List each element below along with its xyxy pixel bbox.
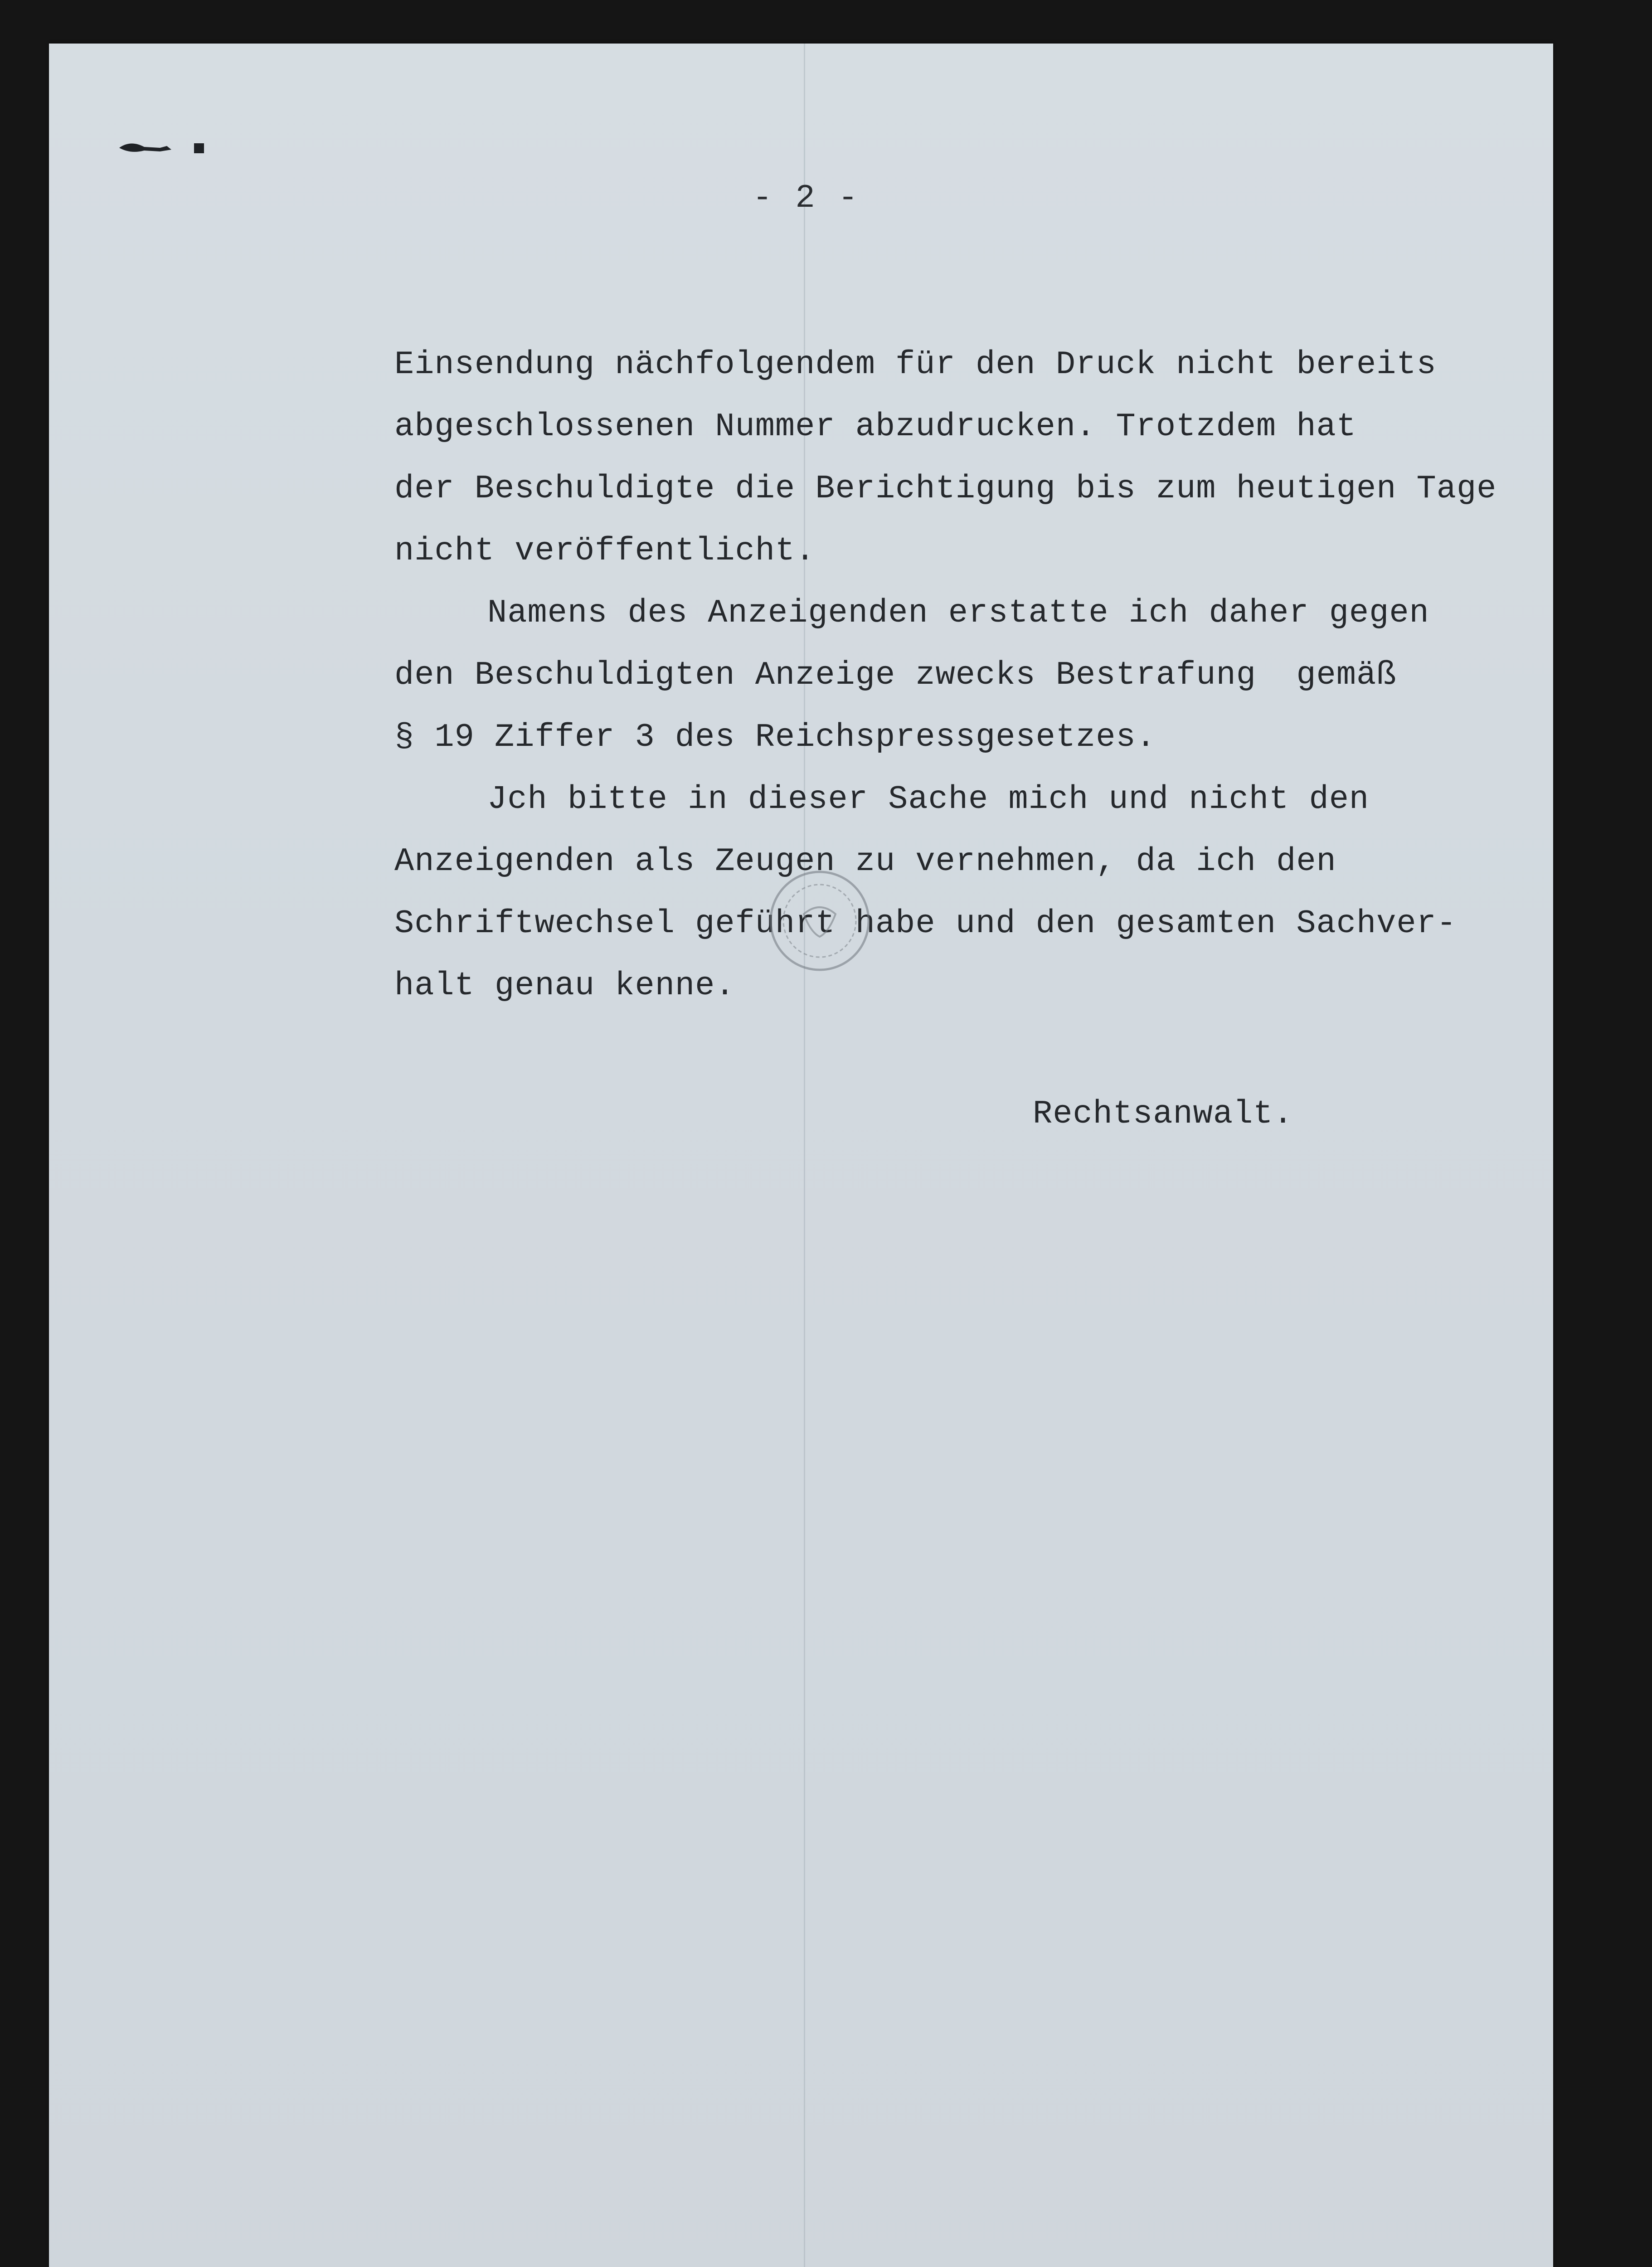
text-line: Einsendung nächfolgendem für den Druck nicht bereits — [394, 346, 1437, 383]
archive-stamp-icon — [765, 864, 874, 978]
paragraph-2 — [394, 582, 1528, 769]
ink-mark-icon — [117, 134, 212, 161]
letter-body — [394, 334, 1528, 1017]
text-line: nicht veröffentlicht. — [394, 532, 816, 569]
text-line: der Beschuldigte die Berichtigung bis zum heutigen Tage — [394, 470, 1497, 507]
document-page — [49, 44, 1553, 2267]
paragraph-3 — [394, 769, 1528, 1017]
page-number: - 2 - — [752, 180, 860, 217]
text-line: § 19 Ziffer 3 des Reichspressgesetzes. — [394, 719, 1156, 756]
text-line: Schriftwechsel geführt habe und den gesamten Sachver- — [394, 905, 1457, 942]
text-line: halt genau kenne. — [394, 967, 735, 1004]
text-line: Anzeigenden als Zeugen zu vernehmen, da ich den — [394, 843, 1336, 880]
signature-label: Rechtsanwalt. — [1033, 1095, 1293, 1133]
text-line: Jch bitte in dieser Sache mich und nicht den — [487, 781, 1370, 818]
text-line: den Beschuldigten Anzeige zwecks Bestrafung gemäß — [394, 657, 1397, 694]
text-line: Namens des Anzeigenden erstatte ich daher gegen — [487, 594, 1429, 632]
paragraph-1 — [394, 334, 1528, 582]
text-line: abgeschlossenen Nummer abzudrucken. Trotzdem hat — [394, 408, 1356, 445]
